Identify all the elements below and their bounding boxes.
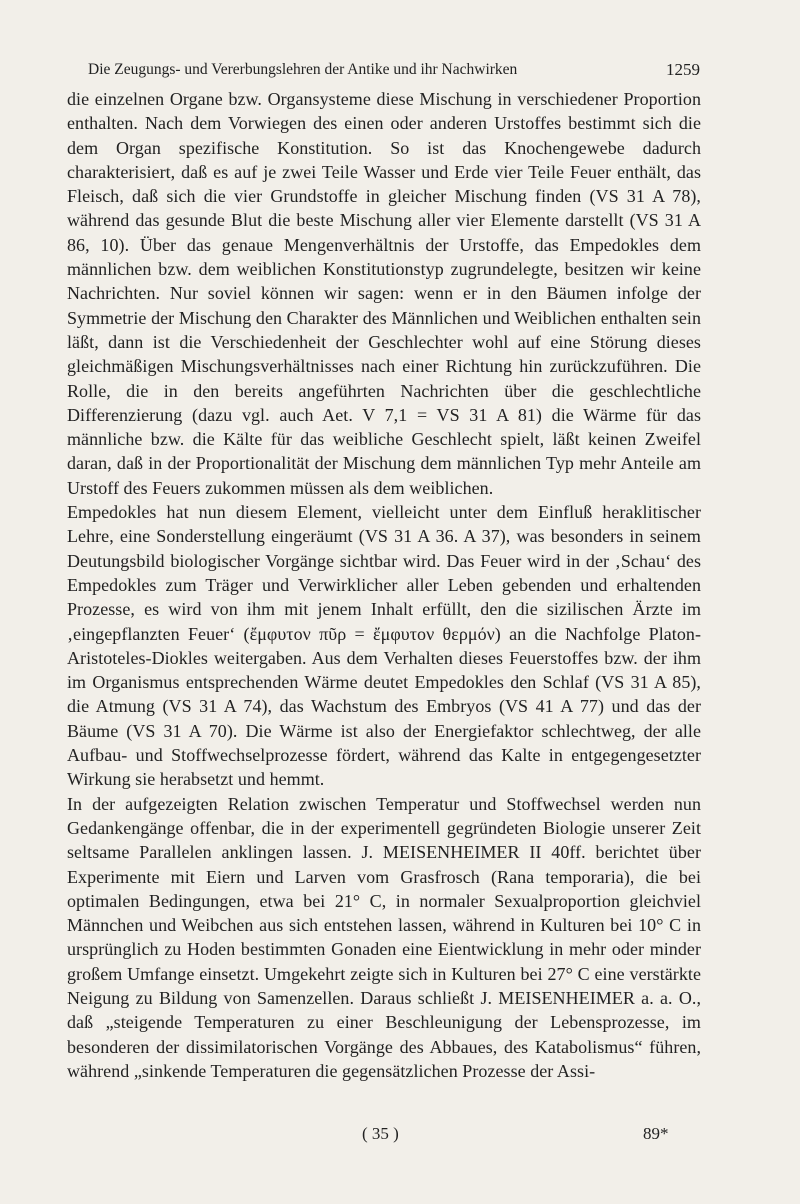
- footer-signature: 89*: [643, 1124, 669, 1143]
- running-header-title: Die Zeugungs- und Vererbungslehren der Antike und ihr Nachwirken: [88, 61, 518, 78]
- header-page-number: 1259: [666, 60, 700, 79]
- paragraph-1: die einzelnen Organe bzw. Organsysteme diese Mischung in verschiedener Proportion enthalten. Nach dem Vorwiegen des einen oder anderen Urstoffes bestimmt sich die dem Organ spezifische Konstitution. So ist das Knochengewebe dadurch charakterisiert, daß es auf je zwei Teile Wasser und Erde vier Teile Feuer enthält, das Fleisch, daß sich die vier Grundstoffe in gleicher Mischung finden (VS 31 A 78), während das gesunde Blut die beste Mischung aller vier Elemente darstellt (VS 31 A 86, 10). Über das genaue Mengenverhältnis der Urstoffe, das Empedokles dem männlichen bzw. dem weiblichen Konstitutionstyp zugrundelegte, besitzen wir keine Nachrichten. Nur soviel können wir sagen: wenn er in den Bäumen infolge der Symmetrie der Mischung den Charakter des Männlichen und Weiblichen enthalten sein läßt, dann ist die Verschiedenheit der Geschlechter wohl auf eine Störung dieses gleichmäßigen Mischungsverhältnisses nach einer Richtung hin zurückzuführen. Die Rolle, die in den bereits angeführten Nachrichten über die geschlechtliche Differenzierung (dazu vgl. auch Aet. V 7,1 = VS 31 A 81) die Wärme für das männliche bzw. die Kälte für das weibliche Geschlecht spielt, läßt keinen Zweifel daran, daß in der Proportionalität der Mischung dem männlichen Typ mehr Anteile am Urstoff des Feuers zukommen müssen als dem weiblichen.: [67, 89, 701, 498]
- footer-page-number: ( 35 ): [362, 1124, 399, 1143]
- paragraph-3: In der aufgezeigten Relation zwischen Temperatur und Stoffwechsel werden nun Gedankengänge offenbar, die in der experimentell gegründeten Biologie unserer Zeit seltsame Parallelen anklingen lassen. J. MEISENHEIMER II 40ff. berichtet über Experimente mit Eiern und Larven vom Grasfrosch (Rana temporaria), die bei optimalen Bedingungen, etwa bei 21° C, in normaler Sexualproportion gleichviel Männchen und Weibchen aus sich entstehen lassen, während in Kulturen bei 10° C in ursprünglich zu Hoden bestimmten Gonaden eine Eientwicklung in mehr oder minder großem Umfange einsetzt. Umgekehrt zeigte sich in Kulturen bei 27° C eine verstärkte Neigung zu Bildung von Samenzellen. Daraus schließt J. MEISENHEIMER a. a. O., daß „steigende Temperaturen zu einer Beschleunigung der Lebensprozesse, im besonderen der dissimilatorischen Vorgänge des Abbaues, des Katabolismus“ führen, während „sinkende Temperaturen die gegensätzlichen Prozesse der Assi-: [67, 793, 701, 1081]
- page-footer: [0, 1122, 800, 1146]
- paragraph-2: Empedokles hat nun diesem Element, vielleicht unter dem Einfluß heraklitischer Lehre, eine Sonderstellung eingeräumt (VS 31 A 36. A 37), was besonders in seinem Deutungsbild biologischer Vorgänge sichtbar wird. Das Feuer wird in der ‚Schau‘ des Empedokles zum Träger und Verwirklicher aller Leben gebenden und erhaltenden Prozesse, es wird von ihm mit jenem Inhalt erfüllt, den die sizilischen Ärzte im ‚eingepflanzten Feuer‘ (ἔμφυτον πῦρ = ἔμφυτον θερμόν) an die Nachfolge Platon-Aristoteles-Diokles weitergaben. Aus dem Verhalten dieses Feuerstoffes bzw. der ihm im Organismus entsprechenden Wärme deutet Empedokles den Schlaf (VS 31 A 85), die Atmung (VS 31 A 74), das Wachstum des Embryos (VS 41 A 77) und das der Bäume (VS 31 A 70). Die Wärme ist also der Energiefaktor schlechtweg, der alle Aufbau- und Stoffwechselprozesse fördert, während das Kalte in entgegengesetzter Wirkung sie herabsetzt und hemmt.: [67, 502, 701, 790]
- body-text: [67, 87, 701, 1083]
- running-header: [88, 56, 700, 84]
